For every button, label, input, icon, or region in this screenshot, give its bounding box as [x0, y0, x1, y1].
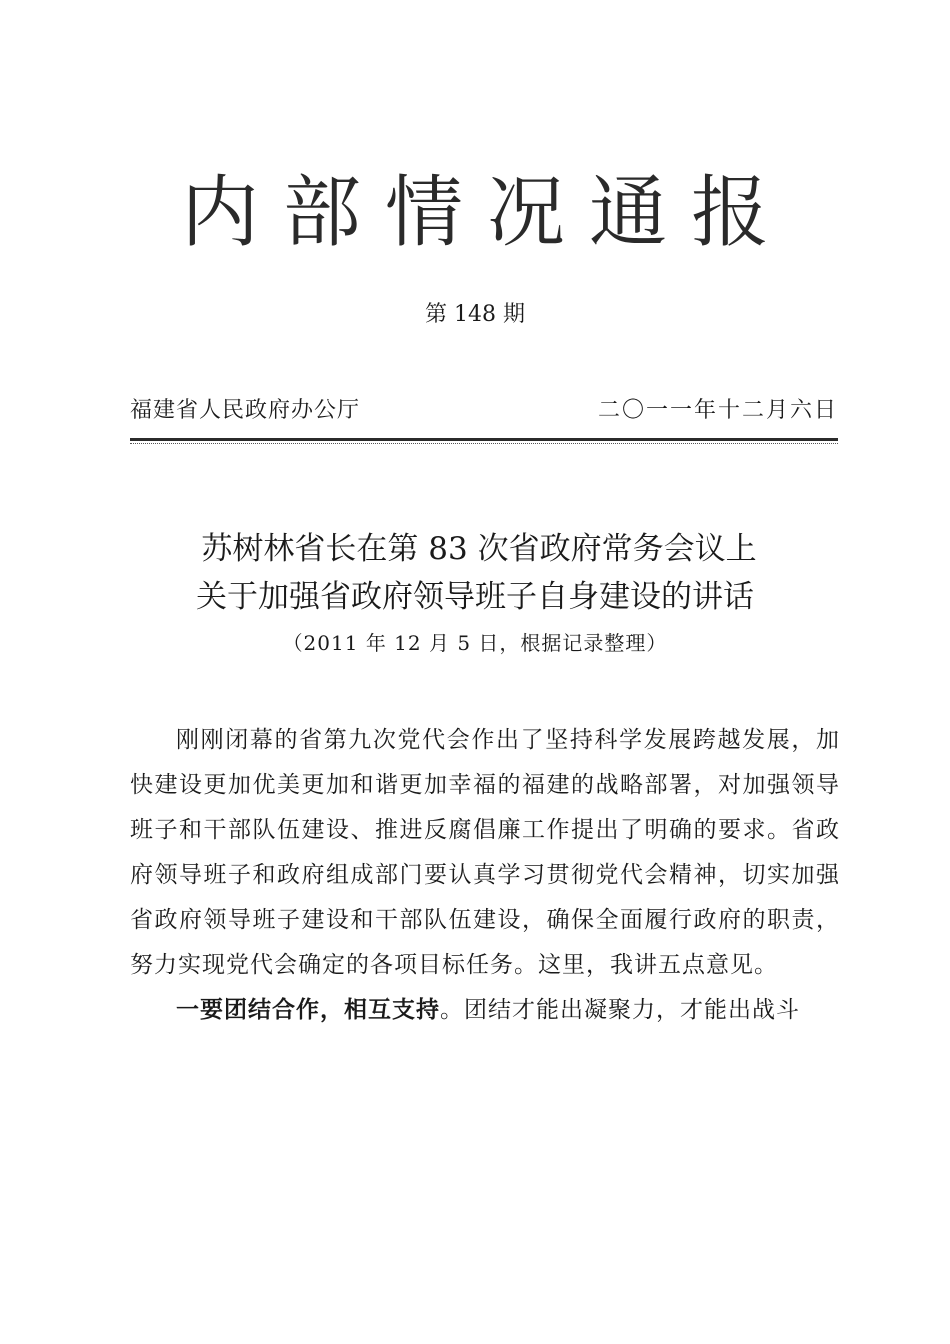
issue-date: 二〇一一年十二月六日	[597, 398, 838, 423]
speech-body	[130, 718, 840, 1033]
issuing-office: 福建省人民政府办公厅	[130, 398, 361, 423]
paragraph-2-lead: 一要团结合作，相互支持	[176, 997, 440, 1023]
issue-number: 第 148 期	[425, 302, 525, 327]
speech-subtitle: （2011 年 12 月 5 日，根据记录整理）	[282, 631, 668, 655]
speech-title-line-2: 关于加强省政府领导班子自身建设的讲话	[196, 579, 754, 615]
body-paragraph-1: 刚刚闭幕的省第九次党代会作出了坚持科学发展跨越发展，加快建设更加优美更加和谐更加幸福的福建的战略部署，对加强领导班子和干部队伍建设、推进反腐倡廉工作提出了明确的要求。省政府领导班子和政府组成部门要认真学习贯彻党代会精神，切实加强省政府领导班子建设和干部队伍建设，确保全面履行政府的职责，努力实现党代会确定的各项目标任务。这里，我讲五点意见。	[130, 727, 840, 978]
body-paragraph-2	[130, 988, 840, 1033]
header-rule	[130, 438, 838, 441]
speech-title-line-1: 苏树林省长在第 83 次省政府常务会议上	[201, 531, 757, 567]
paragraph-2-text: 。团结才能出凝聚力，才能出战斗	[440, 997, 800, 1023]
document-masthead: 内部情况通报	[180, 168, 793, 258]
header-rule-dotted	[130, 443, 838, 444]
